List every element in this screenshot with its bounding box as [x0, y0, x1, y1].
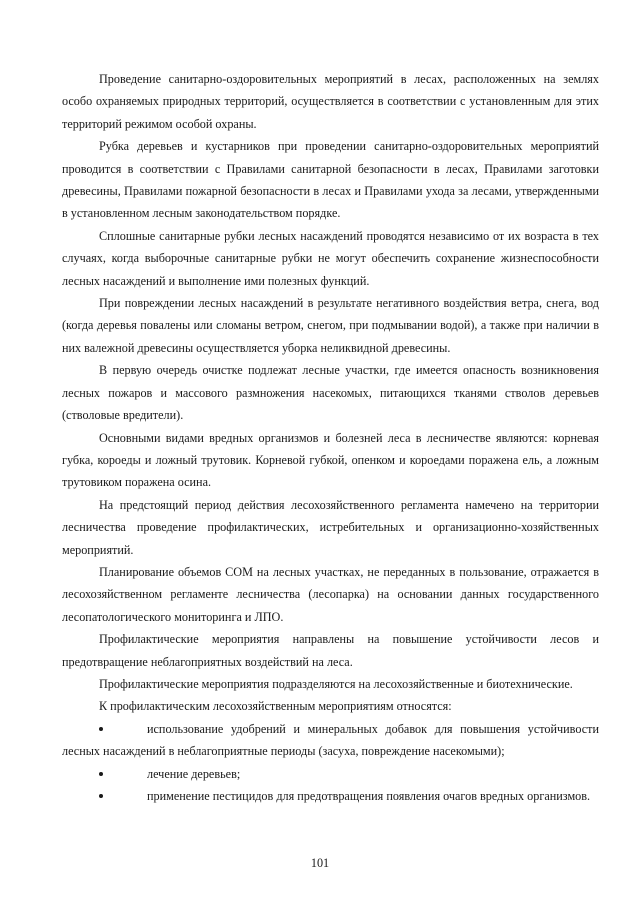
paragraph: На предстоящий период действия лесохозяйственного регламента намечено на территории лесничества проведение профилактических, истребительных и организационно-хозяйственных мероприятий. — [62, 497, 599, 557]
paragraph: В первую очередь очистке подлежат лесные участки, где имеется опасность возникновения лесных пожаров и массового размножения насекомых, питающихся тканями стволов деревьев (стволовые вредители). — [62, 363, 599, 423]
bullet-icon — [99, 772, 103, 776]
paragraph: Профилактические мероприятия подразделяются на лесохозяйственные и биотехнические. — [99, 676, 573, 691]
paragraph: Рубка деревьев и кустарников при проведении санитарно-оздоровительных мероприятий проводится в соответствии с Правилами санитарной безопасности в лесах, Правилами заготовки древесины, Правилами пожарной безопасности в лесах и Правилами ухода за лесами, утвержденными в установленном лесным законодательством порядке. — [62, 139, 599, 221]
paragraph: Основными видами вредных организмов и болезней леса в лесничестве являются: корневая губка, короеды и ложный трутовик. Корневой губкой, опенком и короедами поражена ель, а ложным трутовиком поражена осина. — [62, 430, 599, 490]
page-number: 101 — [310, 856, 330, 870]
list-item-text: использование удобрений и минеральных добавок для повышения устойчивости лесных насаждений в неблагоприятные периоды (засуха, повреждение насекомыми); — [62, 721, 599, 759]
list-item — [62, 718, 599, 763]
paragraph: Сплошные санитарные рубки лесных насаждений проводятся независимо от их возраста в тех случаях, когда выборочные санитарные рубки не могут обеспечить сохранение жизнеспособности лесных насаждений и выполнение ими полезных функций. — [62, 228, 599, 288]
paragraph: Проведение санитарно-оздоровительных мероприятий в лесах, расположенных на землях особо охраняемых природных территорий, осуществляется в соответствии с установленным для этих территорий режимом особой охраны. — [62, 72, 599, 131]
paragraph: Планирование объемов СОМ на лесных участках, не переданных в пользование, отражается в лесохозяйственном регламенте лесничества (лесопарка) на основании данных государственного лесопатологического мониторинга и ЛПО. — [62, 564, 599, 624]
list-item-text: применение пестицидов для предотвращения появления очагов вредных организмов. — [147, 789, 591, 803]
bullet-list — [62, 718, 599, 808]
paragraph: При повреждении лесных насаждений в результате негативного воздействия ветра, снега, вод (когда деревья повалены или сломаны ветром, снегом, при подмывании водой), а также при наличии в них валежной древесины осуществляется уборка неликвидной древесины. — [62, 296, 599, 355]
bullet-icon — [99, 794, 103, 798]
paragraph: К профилактическим лесохозяйственным мероприятиям относятся: — [99, 699, 452, 714]
list-item — [62, 763, 599, 785]
paragraph: Профилактические мероприятия направлены на повышение устойчивости лесов и предотвращение неблагоприятных воздействий на леса. — [62, 632, 599, 669]
list-item — [62, 785, 599, 807]
list-item-text: лечение деревьев; — [147, 766, 241, 781]
bullet-icon — [99, 727, 103, 731]
document-body — [62, 68, 599, 807]
